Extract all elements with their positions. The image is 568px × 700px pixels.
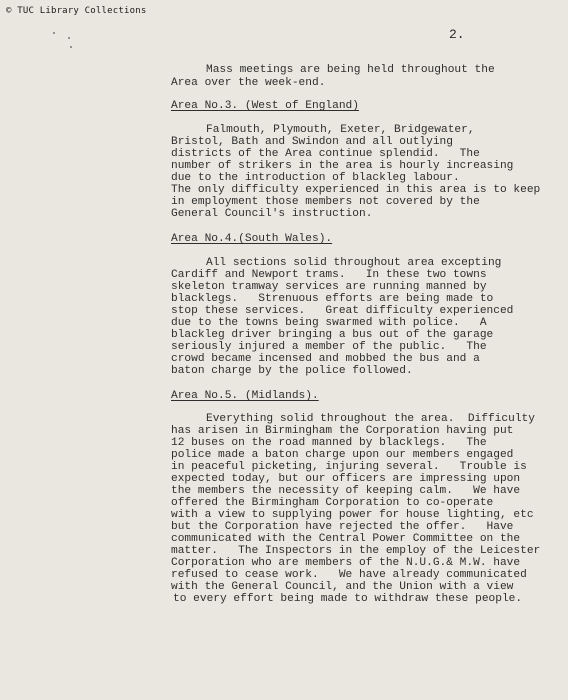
paragraph-line: blacklegs. Strenuous efforts are being made to [171,293,494,305]
paragraph-line: Falmouth, Plymouth, Exeter, Bridgewater, [206,124,475,136]
paragraph-line: Corporation who are members of the N.U.G.& M.W. have [171,557,521,569]
intro-line: Area over the week-end. [171,77,326,89]
paragraph-line: General Council's instruction. [171,208,373,220]
paragraph-line: All sections solid throughout area excepting [206,257,502,269]
paragraph-line: expected today, but our officers are impressing upon [171,473,521,485]
paragraph-line: but the Corporation have rejected the offer. Have [171,521,514,533]
paragraph-line: Bristol, Bath and Swindon and all outlying [171,136,453,148]
paragraph-line: refused to cease work. We have already communicated [171,569,527,581]
section-heading: Area No.3. (West of England) [171,100,359,112]
paragraph-line: with the General Council, and the Union with a view [171,581,514,593]
watermark: © TUC Library Collections [6,6,147,16]
paper-speck [70,46,72,48]
paragraph-line: matter. The Inspectors in the employ of the Leicester [171,545,541,557]
paragraph-line: stop these services. Great difficulty experienced [171,305,514,317]
paragraph-line: due to the towns being swarmed with police. A [171,317,487,329]
paragraph-line: communicated with the Central Power Committee on the [171,533,521,545]
intro-line: Mass meetings are being held throughout the [206,64,495,76]
paragraph-line: districts of the Area continue splendid. The [171,148,480,160]
paper-speck [68,37,70,39]
section-heading: Area No.5. (Midlands). [171,390,319,402]
paragraph-line: Cardiff and Newport trams. In these two towns [171,269,487,281]
paragraph-line: police made a baton charge upon our members engaged [171,449,514,461]
paragraph-line: seriously injured a member of the public. The [171,341,487,353]
paragraph-line: blackleg driver bringing a bus out of the garage [171,329,494,341]
paragraph-line: in peaceful picketing, injuring several. Trouble is [171,461,527,473]
paragraph-line: has arisen in Birmingham the Corporation having put [171,425,514,437]
paragraph-line: number of strikers in the area is hourly increasing [171,160,514,172]
paragraph-line: The only difficulty experienced in this area is to keep [171,184,541,196]
paragraph-line: 12 buses on the road manned by blacklegs. The [171,437,487,449]
paragraph-line: skeleton tramway services are running manned by [171,281,487,293]
paragraph-line: baton charge by the police followed. [171,365,413,377]
section-heading: Area No.4.(South Wales). [171,233,333,245]
paragraph-line: with a view to supplying power for house lighting, etc [171,509,534,521]
paragraph-line: in employment those members not covered by the [171,196,480,208]
paragraph-line: offered the Birmingham Corporation to co-operate [171,497,494,509]
paragraph-line: due to the introduction of blackleg labour. [171,172,460,184]
paragraph-line: the members the necessity of keeping calm. We have [171,485,521,497]
paragraph-line: crowd became incensed and mobbed the bus and a [171,353,480,365]
page-number: 2. [449,27,465,42]
paragraph-line: to every effort being made to withdraw these people. [173,593,523,605]
paragraph-line: Everything solid throughout the area. Difficulty [206,413,535,425]
paper-speck [53,32,55,34]
